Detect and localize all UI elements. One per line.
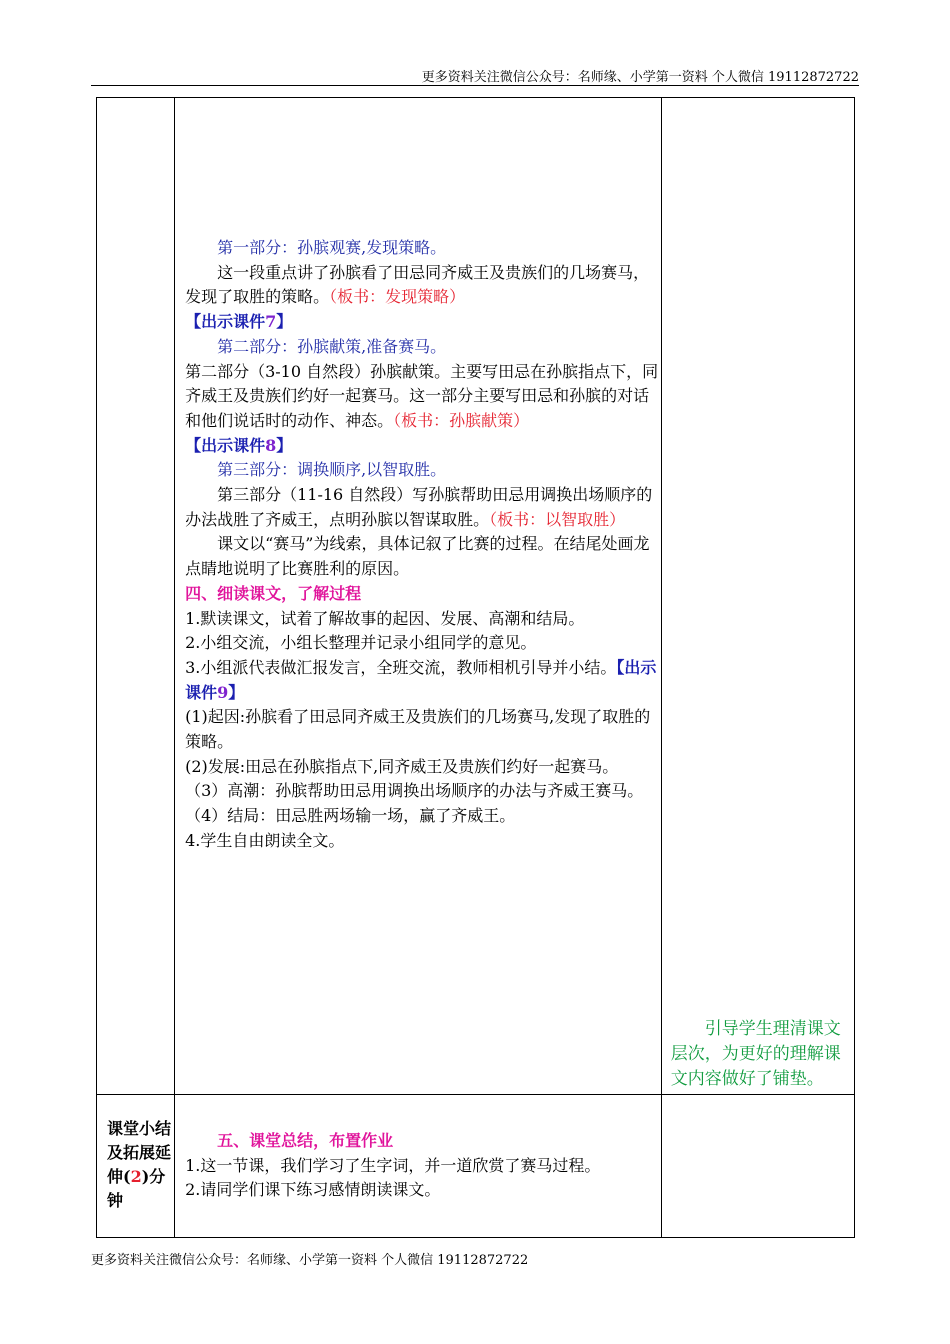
part3-title: 第三部分：调换顺序,以智取胜。 xyxy=(217,460,447,480)
stage-label xyxy=(97,1095,174,1213)
part2-title: 第二部分：孙膑献策,准备赛马。 xyxy=(217,336,447,356)
story-ending: （4）结局：田忌胜两场输一场，赢了齐威王。 xyxy=(185,806,516,826)
courseware-9-number: 9 xyxy=(217,682,229,702)
lesson-plan-table xyxy=(96,97,855,1238)
section4-title: 四、细读课文，了解过程 xyxy=(185,583,362,603)
homework-item-1: 1.这一节课，我们学习了生字词，并一道欣赏了赛马过程。 xyxy=(185,1155,601,1175)
summary-content xyxy=(175,1095,661,1203)
courseware-7-open: 【出示课件 xyxy=(185,312,266,332)
table-row xyxy=(97,98,855,1095)
part2-body: 第二部分（3-10 自然段）孙膑献策。主要写田忌在孙膑指点下，同齐威王及贵族们约好一起赛马。这一部分主要写田忌和孙膑的对话和他们说话时的动作、神态。 xyxy=(185,361,659,430)
courseware-9-close: 】 xyxy=(228,682,245,702)
part3-paragraph xyxy=(185,483,661,532)
courseware-9-open: 【出示课件 xyxy=(185,657,657,702)
summary-note-cell xyxy=(661,1095,854,1238)
stage-label-cell xyxy=(97,1095,175,1238)
part1-paragraph xyxy=(185,261,661,310)
part2-board-note: （板书：孙膑献策） xyxy=(393,410,530,430)
part1-board-note: （板书：发现策略） xyxy=(329,287,466,307)
courseware-8-open: 【出示课件 xyxy=(185,435,266,455)
part2-paragraph xyxy=(185,360,661,434)
summary-content-cell xyxy=(175,1095,662,1238)
step-1: 1.默读课文，试着了解故事的起因、发展、高潮和结局。 xyxy=(185,608,585,628)
summary-paragraph: 课文以“赛马”为线索，具体记叙了比赛的过程。在结尾处画龙点睛地说明了比赛胜利的原因。 xyxy=(185,534,650,579)
step-4: 4.学生自由朗读全文。 xyxy=(185,830,345,850)
stage-label-tail: )分钟 xyxy=(107,1167,166,1210)
courseware-8 xyxy=(185,434,661,459)
courseware-8-close: 】 xyxy=(276,435,293,455)
homework-item-2: 2.请同学们课下练习感情朗读课文。 xyxy=(185,1180,441,1200)
section5-title: 五、课堂总结，布置作业 xyxy=(217,1131,394,1150)
courseware-7-number: 7 xyxy=(265,312,277,332)
step-2: 2.小组交流，小组长整理并记录小组同学的意见。 xyxy=(185,633,537,653)
courseware-7 xyxy=(185,310,661,335)
part1-title: 第一部分：孙膑观赛,发现策略。 xyxy=(217,238,447,257)
story-climax: （3）高潮：孙膑帮助田忌用调换出场顺序的办法与齐威王赛马。 xyxy=(185,781,644,801)
table-row xyxy=(97,1095,855,1238)
story-development: (2)发展:田忌在孙膑指点下,同齐威王及贵族们约好一起赛马。 xyxy=(185,756,619,776)
header-rule xyxy=(91,85,859,86)
design-note-text: 引导学生理清课文层次，为更好的理解课文内容做好了铺垫。 xyxy=(670,1019,841,1089)
stage-label-minutes: 2 xyxy=(130,1167,142,1186)
story-cause: (1)起因:孙膑看了田忌同齐威王及贵族们的几场赛马,发现了取胜的策略。 xyxy=(185,707,651,752)
part3-board-note: （板书：以智取胜） xyxy=(489,509,626,529)
teaching-content xyxy=(175,98,661,854)
courseware-7-close: 】 xyxy=(276,312,293,332)
step-3 xyxy=(185,656,661,705)
design-note-cell xyxy=(661,98,854,1095)
design-note xyxy=(671,1017,844,1092)
courseware-8-number: 8 xyxy=(265,435,277,455)
stage-label-cell xyxy=(97,98,175,1095)
footer-note: 更多资料关注微信公众号：名师缘、小学第一资料 个人微信 19112872722 xyxy=(91,1253,529,1268)
header-note: 更多资料关注微信公众号：名师缘、小学第一资料 个人微信 19112872722 xyxy=(421,70,859,85)
part3-body: 第三部分（11-16 自然段）写孙膑帮助田忌用调换出场顺序的办法战胜了齐威王，点明孙膑以智谋取胜。 xyxy=(185,485,653,529)
teaching-content-cell xyxy=(175,98,662,1095)
part1-body: 这一段重点讲了孙膑看了田忌同齐威王及贵族们的几场赛马，发现了取胜的策略。 xyxy=(185,262,650,307)
step-3-text: 3.小组派代表做汇报发言，全班交流，教师相机引导并小结。 xyxy=(185,657,617,677)
stage-label-text: 课堂小结及拓展延伸( xyxy=(107,1119,172,1186)
